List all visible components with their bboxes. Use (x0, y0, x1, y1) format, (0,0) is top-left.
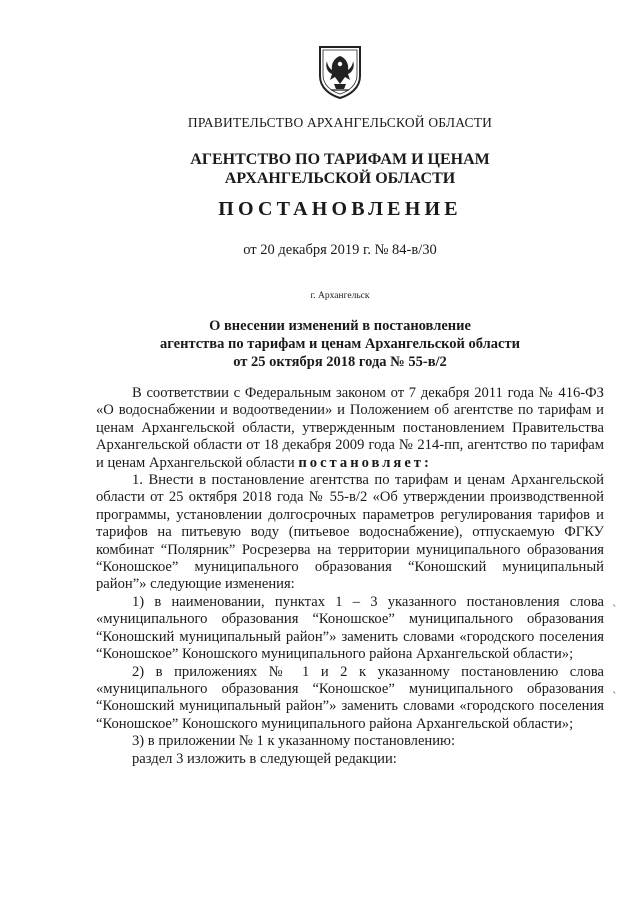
agency-name-line1: АГЕНТСТВО ПО ТАРИФАМ И ЦЕНАМ (190, 151, 490, 168)
preamble-text: В соответствии с Федеральным законом от 7 декабря 2011 года № 416-ФЗ «О водоснабжении и водоотведении» и Положением об агентстве по тарифам и ценам Архангельской области, утвержденным постановлением Правительства Архангельской области от 18 декабря 2009 года № 214-пп, агентство по тарифам и ценам Архангельской области (96, 385, 604, 471)
resolves-word: постановляет: (298, 454, 432, 471)
subitem-1-paragraph: 1) в наименовании, пунктах 1 – 3 указанного постановления слова «муниципального образования “Коношское” муниципального образования “Коношский муниципальный район”» заменить словами «городского поселения “Коношское” Коношского муниципального района Архангельской области»; (96, 593, 604, 663)
subitem-3-paragraph: 3) в приложении № 1 к указанному постановлению: (132, 733, 456, 750)
government-name: ПРАВИТЕЛЬСТВО АРХАНГЕЛЬСКОЙ ОБЛАСТИ (187, 115, 493, 130)
document-type-title: ПОСТАНОВЛЕНИЕ (218, 198, 462, 220)
city: г. Архангельск (310, 291, 370, 301)
coat-of-arms-icon (317, 44, 363, 100)
document-body (96, 385, 604, 768)
preamble-paragraph (96, 385, 604, 472)
agency-name (0, 150, 640, 188)
subitem-3a-paragraph: раздел 3 изложить в следующей редакции: (132, 750, 397, 767)
document-subject (0, 317, 640, 371)
date-and-number: от 20 декабря 2019 г. № 84-в/30 (243, 242, 437, 258)
margin-mark: ˋ (612, 690, 618, 703)
subject-line1: О внесении изменений в постановление (209, 318, 471, 334)
item-1-paragraph: 1. Внести в постановление агентства по тарифам и ценам Архангельской области от 25 октября 2018 года № 55-в/2 «Об утверждении производственной программы, установлении долгосрочных параметров регулирования тарифов и тарифов на питьевую воду (питьевое водоснабжение), отпускаемую ФГКУ комбинат “Полярник” Росрезерва на территории муниципального образования “Коношское” муниципального образования “Коношский муниципальный район”» следующие изменения: (96, 472, 604, 593)
agency-name-line2: АРХАНГЕЛЬСКОЙ ОБЛАСТИ (224, 170, 456, 187)
margin-mark: ˋ (612, 603, 618, 616)
subject-line2: агентства по тарифам и ценам Архангельской области (160, 336, 520, 352)
subject-line3: от 25 октября 2018 года № 55-в/2 (233, 354, 447, 370)
subitem-2-paragraph: 2) в приложениях № 1 и 2 к указанному постановлению слова «муниципального образования “Коношское” муниципального образования “Коношский муниципальный район”» заменить словами «городского поселения “Коношское” Коношского муниципального района Архангельской области»; (96, 663, 604, 732)
